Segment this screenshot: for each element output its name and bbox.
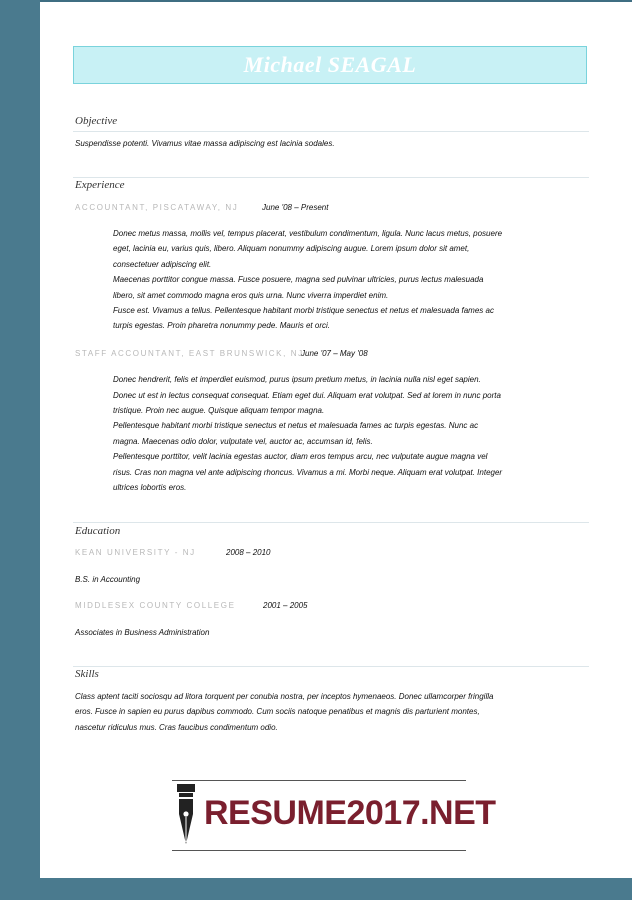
skills-line: Class aptent taciti sociosqu ad litora torquent per conubia nostra, per inceptos hymenaeos. Donec ullamcorper fringilla [75,692,494,701]
job-1-line: Fusce est. Vivamus a tellus. Pellentesque habitant morbi tristique senectus et netus et malesuada fames ac [113,306,494,315]
degree-2: Associates in Business Administration [75,628,210,637]
skills-rule [73,666,589,667]
job-1-line: libero, sit amet commodo magna eros quis urna. Nunc viverra imperdiet enim. [113,291,389,300]
degree-1: B.S. in Accounting [75,575,141,584]
education-heading: Education [75,525,121,537]
job-1-line: turpis egestas. Proin pharetra nonummy pede. Mauris et orci. [113,321,330,330]
experience-heading: Experience [75,179,125,191]
job-position-2: STAFF ACCOUNTANT, EAST BRUNSWICK, NJ [75,349,304,358]
job-2-line: Pellentesque habitant morbi tristique senectus et netus et malesuada fames ac turpis egestas. Nunc ac [113,421,479,430]
job-2-line: tristique. Proin nec augue. Quisque aliquam tempor magna. [113,406,325,415]
school-name-2: MIDDLESEX COUNTY COLLEGE [75,601,236,610]
job-2-line: Donec ut est in lectus consequat consequat. Etiam eget dui. Aliquam erat volutpat. Sed at lorem in nunc porta [113,391,501,400]
job-position-1: ACCOUNTANT, PISCATAWAY, NJ [75,203,239,212]
left-sidebar-bar [0,0,40,900]
job-dates-2: June '07 – May '08 [301,349,368,358]
skills-line: nascetur ridiculus mus. Cras faucibus condimentum odio. [75,723,278,732]
bottom-bar [40,878,632,900]
job-2-line: Pellentesque porttitor, velit lacinia egestas auctor, diam eros tempus arcu, nec vulputate augue magna vel [113,452,488,461]
experience-rule [73,177,589,178]
job-2-line: magna. Maecenas odio dolor, vulputate vel, auctor ac, accumsan id, felis. [113,437,373,446]
objective-heading: Objective [75,115,118,127]
job-1-line: Donec metus massa, mollis vel, tempus placerat, vestibulum condimentum, ligula. Nunc lacus metus, posuere [113,229,503,238]
top-border-line [40,0,632,2]
objective-rule [73,131,589,132]
job-2-line: risus. Cras non magna vel ante adipiscing rhoncus. Vivamus a mi. Morbi neque. Aliquam erat volutpat. Integer [113,468,503,477]
resume-site-logo [172,780,496,852]
logo-top-line [172,780,466,781]
fountain-pen-nib-icon [174,784,198,848]
name-header-box [73,46,587,84]
skills-heading: Skills [75,668,99,680]
logo-bottom-line [172,850,466,851]
school-dates-2: 2001 – 2005 [263,601,308,610]
school-dates-1: 2008 – 2010 [226,548,271,557]
job-1-line: Maecenas porttitor congue massa. Fusce posuere, magna sed pulvinar ultricies, purus lectus malesuada [113,275,484,284]
job-2-line: Donec hendrerit, felis et imperdiet euismod, purus ipsum pretium metus, in lacinia nulla nisl eget sapien. [113,375,481,384]
job-1-line: eget, lacinia eu, varius quis, libero. Aliquam nonummy adipiscing augue. Lorem ipsum dolor sit amet, [113,244,470,253]
job-dates-1: June '08 – Present [262,203,329,212]
job-1-line: consectetuer adipiscing elit. [113,260,212,269]
logo-wordmark: RESUME2017.NET [204,794,496,832]
objective-text: Suspendisse potenti. Vivamus vitae massa adipiscing est lacinia sodales. [75,139,335,148]
job-2-line: ultrices lobortis eros. [113,483,187,492]
skills-line: eros. Fusce in sapien eu purus dapibus commodo. Cum sociis natoque penatibus et magnis dis parturient montes, [75,707,480,716]
education-rule [73,522,589,523]
candidate-name: Michael SEAGAL [243,52,417,77]
school-name-1: KEAN UNIVERSITY - NJ [75,548,196,557]
